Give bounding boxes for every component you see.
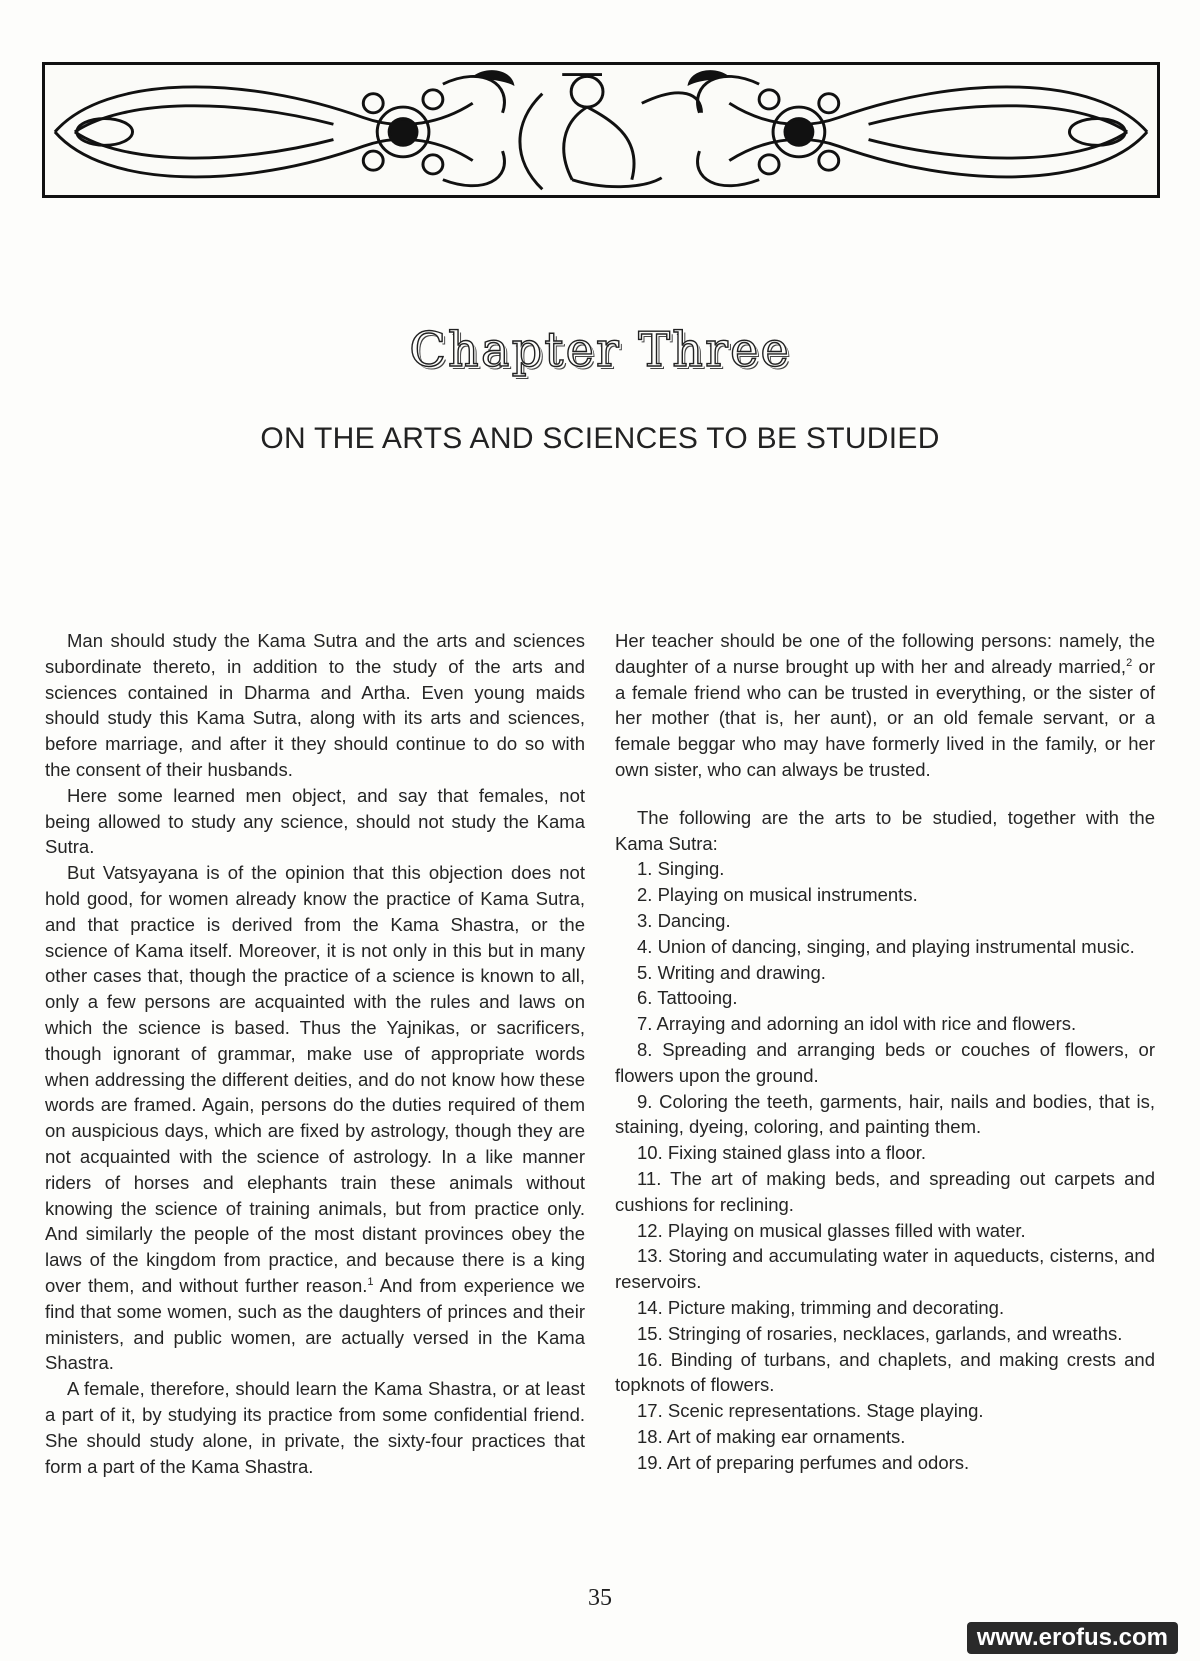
paragraph: Here some learned men object, and say that females, not being allowed to study any science, should not study the Kama Sutra. (45, 784, 585, 858)
list-item: 4. Union of dancing, singing, and playing instrumental music. (637, 935, 1135, 957)
list-item: 15. Stringing of rosaries, necklaces, garlands, and wreaths. (637, 1322, 1123, 1344)
list-item: 16. Binding of turbans, and chaplets, and making crests and topknots of flowers. (615, 1348, 1155, 1396)
paragraph-gap (615, 783, 1155, 805)
list-item: 18. Art of making ear ornaments. (637, 1425, 906, 1447)
list-item: 3. Dancing. (637, 909, 731, 931)
list-item: 8. Spreading and arranging beds or couches of flowers, or flowers upon the ground. (615, 1038, 1155, 1086)
page-number: 35 (588, 1585, 612, 1611)
list-item: 9. Coloring the teeth, garments, hair, nails and bodies, that is, staining, dyeing, coloring, and painting them. (615, 1090, 1155, 1138)
section-title: ON THE ARTS AND SCIENCES TO BE STUDIED (260, 422, 940, 455)
list-intro: The following are the arts to be studied, together with the Kama Sutra: (615, 806, 1155, 854)
list-item: 11. The art of making beds, and spreading out carpets and cushions for reclining. (615, 1167, 1155, 1215)
watermark-link[interactable]: www.erofus.com (967, 1622, 1178, 1654)
footnote-reference: 2 (1126, 656, 1133, 669)
list-item: 17. Scenic representations. Stage playing. (637, 1400, 984, 1422)
list-item: 6. Tattooing. (637, 987, 738, 1009)
arts-list (615, 856, 1155, 1475)
list-item: 1. Singing. (637, 858, 725, 880)
left-text-column (45, 628, 585, 1479)
footnote-reference: 1 (367, 1275, 374, 1288)
paragraph (615, 628, 1155, 783)
list-item: 12. Playing on musical glasses filled with water. (637, 1219, 1026, 1241)
ornament-artwork (45, 65, 1157, 195)
list-item: 2. Playing on musical instruments. (637, 884, 918, 906)
paragraph-text: or a female friend who can be trusted in everything, or the sister of her mother (that is, her aunt), or an old female servant, or a female beggar who may have formerly lived in the family, or her own sister, who can always be trusted. (615, 655, 1156, 780)
list-item: 5. Writing and drawing. (637, 961, 826, 983)
paragraph: A female, therefore, should learn the Kama Shastra, or at least a part of it, by studying its practice from some confidential friend. She should study alone, in private, the sixty-four practices that form a part of the Kama Shastra. (45, 1378, 585, 1477)
list-item: 7. Arraying and adorning an idol with rice and flowers. (637, 1013, 1077, 1035)
list-item: 19. Art of preparing perfumes and odors. (637, 1451, 970, 1473)
list-item: 14. Picture making, trimming and decorating. (637, 1296, 1005, 1318)
paragraph: Man should study the Kama Sutra and the arts and sciences subordinate thereto, in addition to the study of the arts and sciences contained in Dharma and Artha. Even young maids should study this Kama Sutra, along with its arts and sciences, before marriage, and after it they should continue to do so with the consent of their husbands. (45, 630, 585, 780)
list-item: 13. Storing and accumulating water in aqueducts, cisterns, and reservoirs. (615, 1245, 1155, 1293)
list-item: 10. Fixing stained glass into a floor. (637, 1142, 926, 1164)
chapter-title: Chapter Three (409, 322, 791, 378)
decorative-banner-illustration (42, 62, 1160, 198)
paragraph (45, 860, 585, 1376)
right-text-column (615, 628, 1155, 1476)
paragraph-text: And from experience we find that some women, such as the daughters of princes and their ministers, and public women, are actually versed in the Kama Shastra. (45, 1274, 585, 1374)
paragraph-text: Her teacher should be one of the following persons: namely, the daughter of a nurse brought up with her and already married, (615, 630, 1155, 677)
paragraph-text: But Vatsyayana is of the opinion that this objection does not hold good, for women already know the practice of Kama Sutra, and that practice is derived from the Kama Shastra, or the science of Kama itself. Moreover, it is not only in this but in many other cases that, though the practice of a science is known to all, only a few persons are acquainted with the rules and laws on which the science is based. Thus the Yajnikas, or sacrificers, though ignorant of grammar, make use of appropriate words when addressing the different deities, and do not know how these words are framed. Again, persons do the duties required of them on auspicious days, which are fixed by astrology, though they are not acquainted with the science of astrology. In a like manner riders of horses and elephants train these animals without knowing the science of training animals, but from practice only. And similarly the people of the most distant provinces obey the laws of the kingdom from practice, and because there is a king over them, and without further reason. (45, 862, 585, 1296)
